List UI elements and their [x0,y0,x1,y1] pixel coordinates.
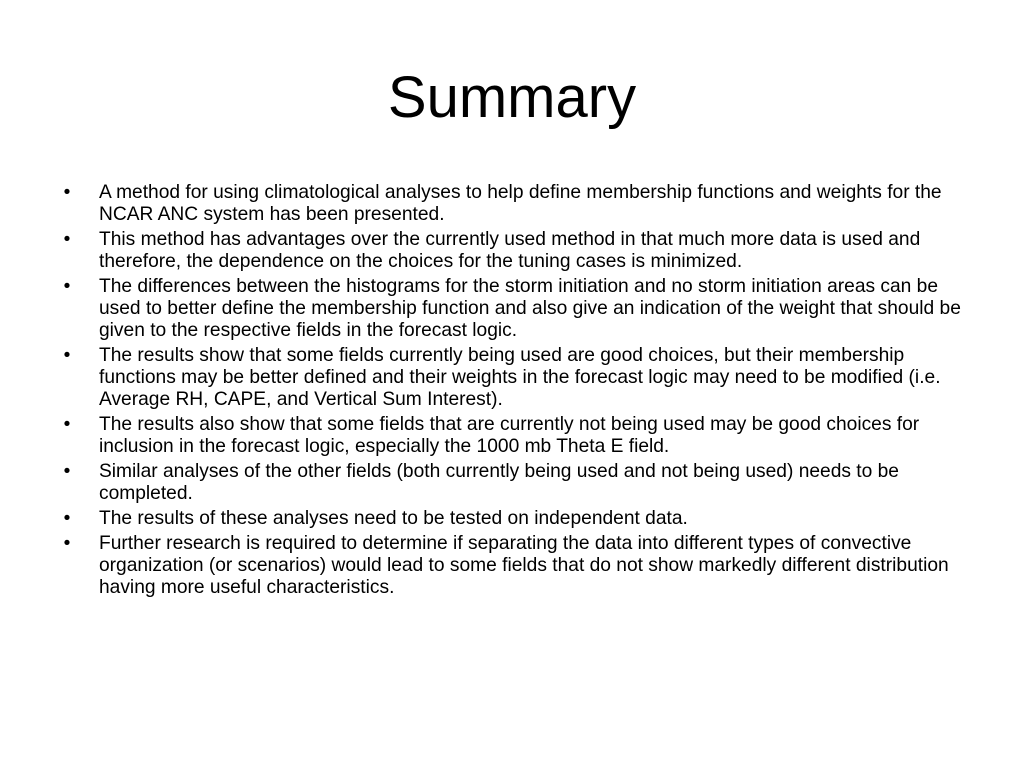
bullet-text: The results show that some fields currently being used are good choices, but their membership functions may be better defined and their weights in the forecast logic may need to be modified (i.e. Average RH, CAPE, and Vertical Sum Interest). [99,345,941,410]
bullet-text: Further research is required to determine if separating the data into different types of convective organization (or scenarios) would lead to some fields that do not show markedly different distribution having more useful characteristics. [99,533,949,598]
bullet-icon: • [63,229,71,250]
bullet-icon: • [63,461,71,482]
bullet-icon: • [63,508,71,529]
bullet-item [57,508,969,530]
bullet-icon: • [63,276,71,297]
bullet-text: A method for using climatological analyses to help define membership functions and weights for the NCAR ANC system has been presented. [99,182,942,225]
bullet-text: The results of these analyses need to be tested on independent data. [99,508,688,529]
bullet-text: The results also show that some fields that are currently not being used may be good choices for inclusion in the forecast logic, especially the 1000 mb Theta E field. [99,414,920,457]
bullet-icon: • [63,182,71,203]
bullet-item [57,229,969,273]
bullet-icon: • [63,533,71,554]
bullet-text: This method has advantages over the currently used method in that much more data is used and therefore, the dependence on the choices for the tuning cases is minimized. [99,229,921,272]
bullet-list [57,182,969,602]
slide-title: Summary [387,65,637,130]
bullet-item [57,461,969,505]
bullet-icon: • [63,345,71,366]
bullet-item [57,533,969,599]
bullet-item [57,414,969,458]
bullet-item [57,276,969,342]
bullet-item [57,345,969,411]
bullet-item [57,182,969,226]
bullet-text: Similar analyses of the other fields (both currently being used and not being used) needs to be completed. [99,461,899,504]
bullet-text: The differences between the histograms for the storm initiation and no storm initiation areas can be used to better define the membership function and also give an indication of the weight that should be given to the respective fields in the forecast logic. [99,276,961,341]
bullet-icon: • [63,414,71,435]
